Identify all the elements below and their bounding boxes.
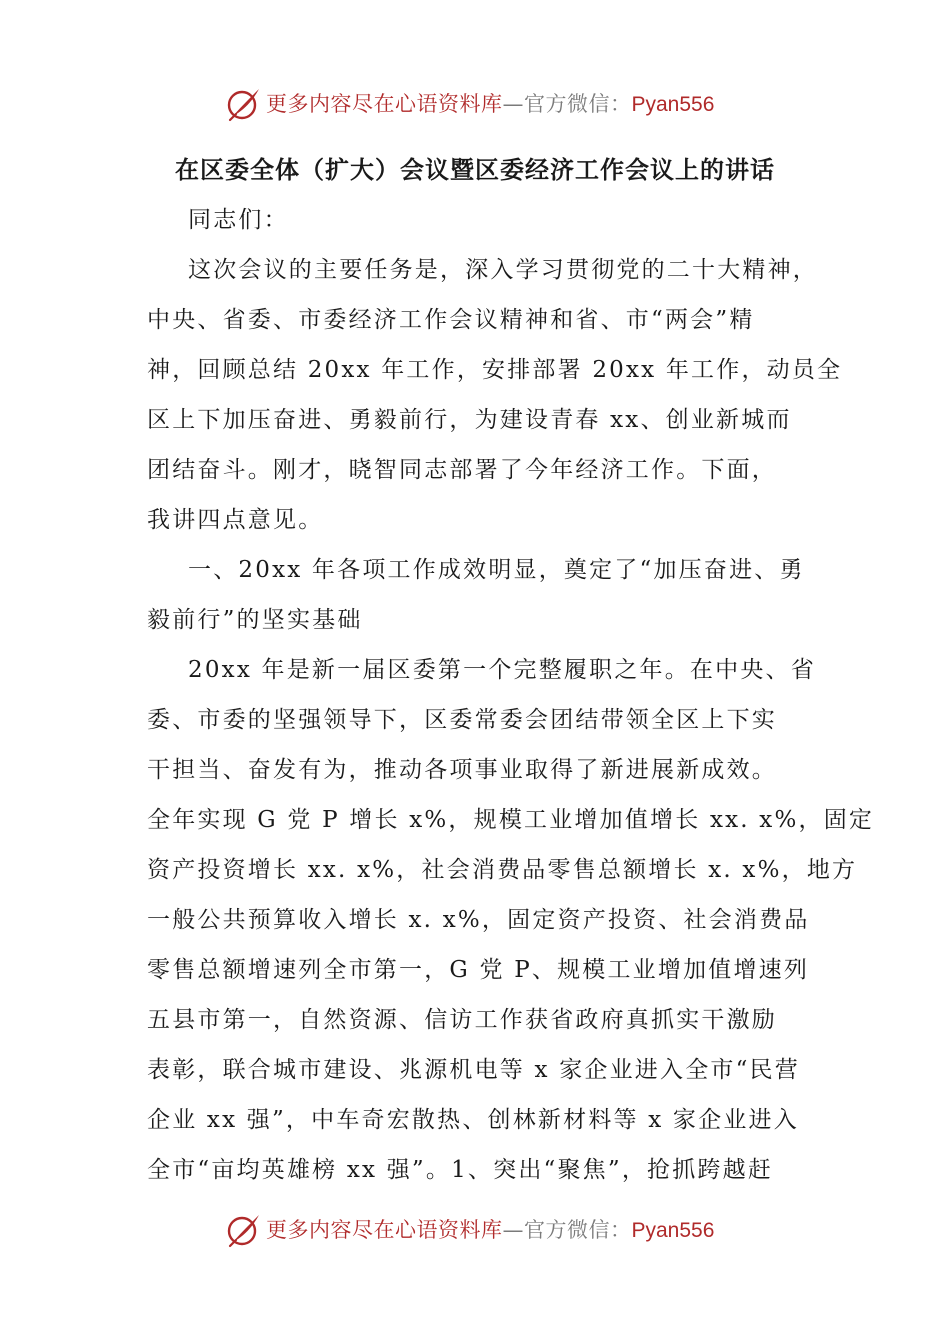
body-line: 神，回顾总结 20xx 年工作，安排部署 20xx 年工作，动员全 bbox=[147, 357, 843, 383]
body-line: 企业 xx 强”，中车奇宏散热、创林新材料等 x 家企业进入 bbox=[147, 1107, 799, 1133]
body-line: 全年实现 G 党 P 增长 x%，规模工业增加值增长 xx. x%，固定 bbox=[147, 807, 875, 833]
body-line: 中央、省委、市委经济工作会议精神和省、市“两会”精 bbox=[147, 307, 755, 333]
footer-banner bbox=[0, 1210, 950, 1250]
banner-wechat-label: —官方微信： bbox=[502, 1218, 632, 1242]
body-line: 表彰，联合城市建设、兆源机电等 x 家企业进入全市“民营 bbox=[147, 1057, 800, 1083]
body-line: 一般公共预算收入增长 x. x%，固定资产投资、社会消费品 bbox=[147, 907, 810, 933]
body-line: 资产投资增长 xx. x%，社会消费品零售总额增长 x. x%，地方 bbox=[147, 857, 858, 883]
body-line: 这次会议的主要任务是，深入学习贯彻党的二十大精神， bbox=[188, 257, 818, 283]
body-line: 委、市委的坚强领导下，区委常委会团结带领全区上下实 bbox=[147, 707, 777, 733]
section-heading: 毅前行”的坚实基础 bbox=[147, 607, 363, 633]
document-title: 在区委全体（扩大）会议暨区委经济工作会议上的讲话 bbox=[175, 155, 775, 184]
banner-library-name: 更多内容尽在心语资料库 bbox=[266, 92, 503, 116]
section-heading: 一、20xx 年各项工作成效明显，奠定了“加压奋进、勇 bbox=[188, 557, 805, 583]
body-line: 我讲四点意见。 bbox=[147, 507, 324, 533]
banner-library-name: 更多内容尽在心语资料库 bbox=[266, 1218, 503, 1242]
body-line: 20xx 年是新一届区委第一个完整履职之年。在中央、省 bbox=[188, 657, 816, 683]
banner-wechat-id: Pyan556 bbox=[631, 93, 715, 116]
header-banner-text bbox=[266, 90, 714, 119]
banner-wechat-label: —官方微信： bbox=[502, 92, 632, 116]
body-line: 全市“亩均英雄榜 xx 强”。1、突出“聚焦”，抢抓跨越赶 bbox=[147, 1157, 774, 1183]
body-line: 干担当、奋发有为，推动各项事业取得了新进展新成效。 bbox=[147, 757, 777, 783]
quill-logo-icon bbox=[226, 86, 262, 122]
body-line: 团结奋斗。刚才，晓智同志部署了今年经济工作。下面， bbox=[147, 457, 777, 483]
banner-wechat-id: Pyan556 bbox=[631, 1219, 715, 1242]
header-banner bbox=[0, 84, 950, 124]
body-line: 零售总额增速列全市第一，G 党 P、规模工业增加值增速列 bbox=[147, 957, 810, 983]
body-line: 区上下加压奋进、勇毅前行，为建设青春 xx、创业新城而 bbox=[147, 407, 792, 433]
body-line: 五县市第一，自然资源、信访工作获省政府真抓实干激励 bbox=[147, 1007, 777, 1033]
footer-banner-text bbox=[266, 1216, 714, 1245]
salutation: 同志们： bbox=[188, 207, 289, 233]
quill-logo-icon bbox=[226, 1212, 262, 1248]
